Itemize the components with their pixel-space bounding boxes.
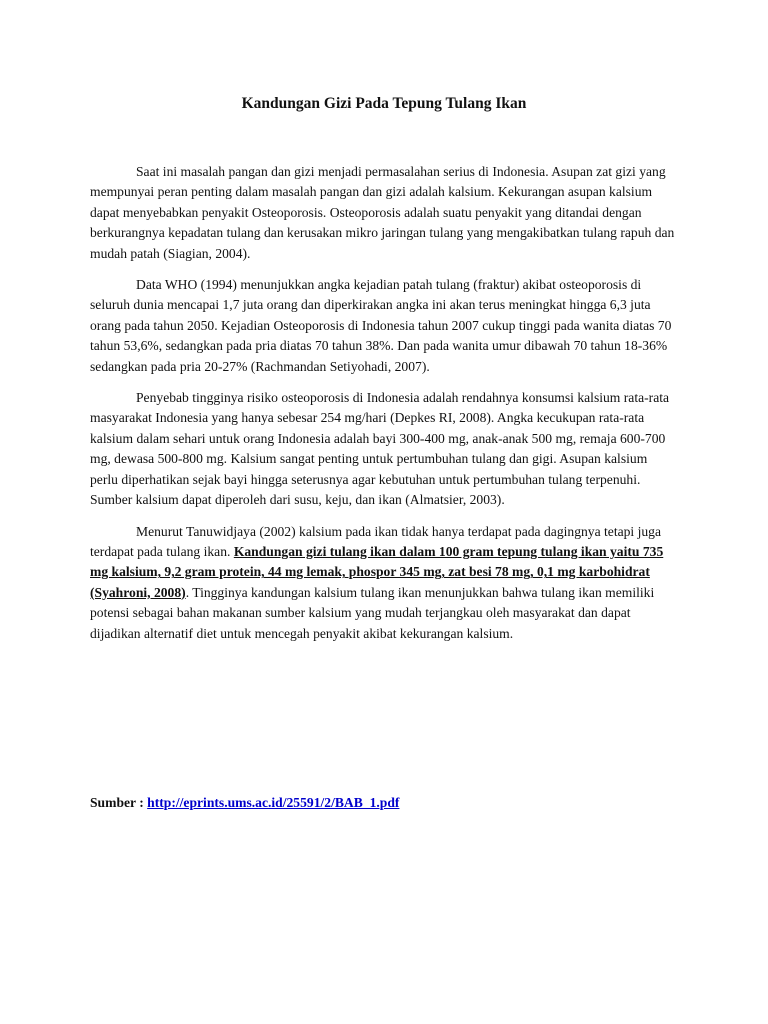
paragraph-4 [90, 522, 678, 644]
source-link[interactable]: http://eprints.ums.ac.id/25591/2/BAB_1.pdf [147, 795, 400, 810]
source-line [90, 795, 399, 811]
paragraph-4-intro: Menurut Tanuwidjaya (2002) kalsium pada ikan tidak hanya terdapat pada dagingnya tetapi juga terdapat pada tulang ikan. [90, 523, 662, 559]
document-body [90, 162, 678, 655]
paragraph-2: Data WHO (1994) menunjukkan angka kejadian patah tulang (fraktur) akibat osteoporosis di seluruh dunia mencapai 1,7 juta orang dan diperkirakan angka ini akan terus meningkat hingga 6,3 juta orang pada tahun 2050. Kejadian Osteoporosis di Indonesia tahun 2007 cukup tinggi pada wanita diatas 70 tahun 53,6%, sedangkan pada pria diatas 70 tahun 38%. Dan pada wanita umur dibawah 70 tahun 18-36% sedangkan pada pria 20-27% (Rachmandan Setiyohadi, 2007). [90, 277, 672, 374]
nutrition-content-emphasis: Kandungan gizi tulang ikan dalam 100 gram tepung tulang ikan yaitu 735 mg kalsium, 9,2 gram protein, 44 mg lemak, phospor 345 mg, zat besi 78 mg, 0,1 mg karbohidrat (Syahroni, 2008) [90, 543, 664, 600]
paragraph-4-conclusion: . Tingginya kandungan kalsium tulang ikan menunjukkan bahwa tulang ikan memiliki potensi sebagai bahan makanan sumber kalsium yang mudah terjangkau oleh masyarakat dan dapat dijadikan alternatif diet untuk mencegah penyakit akibat kekurangan kalsium. [90, 584, 655, 641]
source-label: Sumber : [90, 795, 148, 810]
document-title: Kandungan Gizi Pada Tepung Tulang Ikan [241, 95, 527, 112]
paragraph-3: Penyebab tingginya risiko osteoporosis di Indonesia adalah rendahnya konsumsi kalsium rata-rata masyarakat Indonesia yang hanya sebesar 254 mg/hari (Depkes RI, 2008). Angka kecukupan rata-rata kalsium dalam sehari untuk orang Indonesia adalah bayi 300-400 mg, anak-anak 500 mg, remaja 600-700 mg, dewasa 500-800 mg. Kalsium sangat penting untuk pertumbuhan tulang dan gigi. Asupan kalsium perlu diperhatikan sejak bayi hingga seterusnya agar kebutuhan untuk pertumbuhan tulang terpenuhi. Sumber kalsium dapat diperoleh dari susu, keju, dan ikan (Almatsier, 2003). [90, 390, 670, 508]
paragraph-1: Saat ini masalah pangan dan gizi menjadi permasalahan serius di Indonesia. Asupan zat gizi yang mempunyai peran penting dalam masalah pangan dan gizi adalah kalsium. Kekurangan asupan kalsium dapat menyebabkan penyakit Osteoporosis. Osteoporosis adalah suatu penyakit yang ditandai dengan berkurangnya kepadatan tulang dan kerusakan mikro jaringan tulang yang mengakibatkan tulang rapuh dan mudah patah (Siagian, 2004). [90, 164, 675, 261]
